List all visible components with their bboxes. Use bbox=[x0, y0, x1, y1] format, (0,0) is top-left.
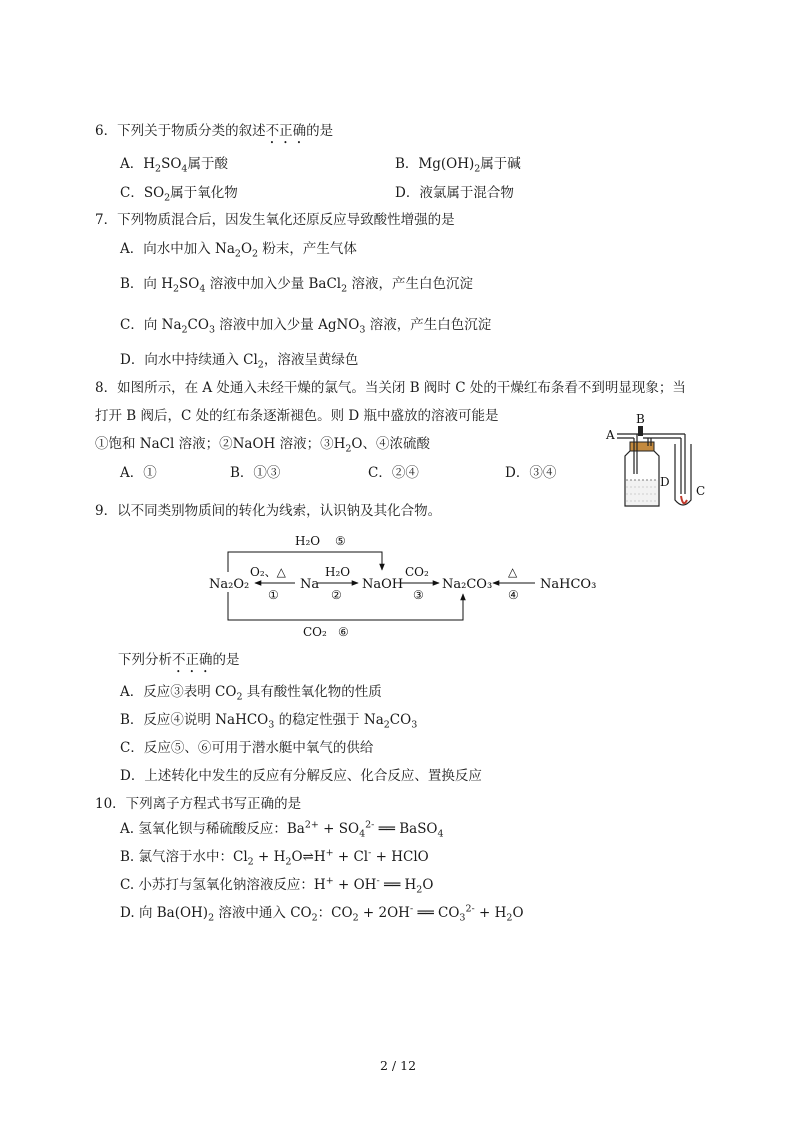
r4-condition: △ bbox=[508, 565, 518, 579]
q8-stem-line3: ①饱和 NaCl 溶液；②NaOH 溶液；$③H_2O$、④浓硫酸 bbox=[95, 436, 430, 455]
q7-option-b: B．向 $H_2SO_4$ 溶液中加入少量 BaCl$_2$ 溶液，产生白色沉淀 bbox=[120, 276, 473, 295]
r5-condition: H₂O bbox=[295, 534, 321, 548]
apparatus-figure bbox=[603, 412, 715, 512]
fig-label-b: B bbox=[636, 412, 645, 426]
q7-option-c: C．向 $Na_2CO_3$ 溶液中加入少量 AgNO$_3$ 溶液，产生白色沉淀 bbox=[120, 317, 492, 336]
q9-option-c: C．反应⑤、⑥可用于潜水艇中氧气的供给 bbox=[120, 740, 374, 756]
r3-condition: CO₂ bbox=[405, 565, 429, 579]
page-number: 2 / 12 bbox=[380, 1058, 417, 1073]
q8-option-b: B．①③ bbox=[230, 465, 281, 481]
q8-option-c: C．②④ bbox=[368, 465, 419, 481]
fig-label-c: C bbox=[696, 484, 706, 498]
r5-number: ⑤ bbox=[335, 534, 346, 548]
r2-condition: H₂O bbox=[325, 565, 351, 579]
r1-condition: O₂、△ bbox=[250, 565, 286, 579]
node-na: Na bbox=[300, 577, 320, 592]
q10-option-c: C. 小苏打与氢氧化钠溶液反应：H+ + OH- ══ $H_2O$ bbox=[120, 875, 434, 896]
q8-option-d: D．③④ bbox=[505, 465, 557, 481]
q10-option-a: A. 氢氧化钡与稀硫酸反应：$Ba^{2+} + SO_4^{2-}$ ══ BaSO$_4$ bbox=[120, 819, 444, 840]
node-na2o2: Na₂O₂ bbox=[209, 577, 250, 592]
r6-number: ⑥ bbox=[338, 625, 349, 639]
r2-number: ② bbox=[331, 588, 342, 602]
q10-stem: 10．下列离子方程式书写正确的是 bbox=[95, 796, 302, 812]
fig-label-a: A bbox=[606, 428, 615, 442]
r6-condition: CO₂ bbox=[303, 625, 327, 639]
q8-option-a: A．① bbox=[120, 465, 157, 481]
q6-option-c: C．$SO_2$属于氧化物 bbox=[120, 185, 238, 204]
q6-option-b: B．$Mg(OH)_2$属于碱 bbox=[395, 156, 521, 175]
q7-stem: 7．下列物质混合后，因发生氧化还原反应导致酸性增强的是 bbox=[95, 212, 455, 228]
q6-option-a: A．$H_2SO_4$属于酸 bbox=[120, 156, 228, 175]
q6-stem: 6．下列关于物质分类的叙述不正确的是 bbox=[95, 123, 334, 139]
r3-number: ③ bbox=[413, 588, 424, 602]
sodium-conversion-diagram bbox=[195, 530, 605, 645]
node-na2co3: Na₂CO₃ bbox=[442, 577, 493, 592]
q7-option-d: D．向水中持续通入 $Cl_2$，溶液呈黄绿色 bbox=[120, 352, 359, 371]
r4-number: ④ bbox=[508, 588, 519, 602]
q9-sub-stem: 下列分析不正确的是 bbox=[118, 652, 240, 668]
q9-stem: 9．以不同类别物质间的转化为线索，认识钠及其化合物。 bbox=[95, 503, 442, 519]
q6-option-d: D．液氯属于混合物 bbox=[395, 185, 514, 201]
q10-option-d: D. 向 $Ba(OH)_2$ 溶液中通入 $CO_2$：$CO_2 + 2OH^-$ ══ $CO_3^{2-} + H_2O$ bbox=[120, 903, 524, 924]
q9-option-d: D．上述转化中发生的反应有分解反应、化合反应、置换反应 bbox=[120, 768, 482, 784]
q7-option-a: A．向水中加入 $Na_2O_2$ 粉末，产生气体 bbox=[120, 241, 357, 260]
q8-stem-line2: 打开 B 阀后，C 处的红布条逐渐褪色。则 D 瓶中盛放的溶液可能是 bbox=[95, 408, 499, 424]
node-naoh: NaOH bbox=[362, 577, 404, 592]
q8-stem-line1: 8．如图所示，在 A 处通入未经干燥的氯气。当关闭 B 阀时 C 处的干燥红布条看不到明显现象；当 bbox=[95, 380, 686, 396]
fig-label-d: D bbox=[660, 475, 670, 489]
q10-option-b: B. 氯气溶于水中：$Cl_2$ + $H_2O\rightleftharpoons H^+ + Cl^-$ + HClO bbox=[120, 847, 429, 868]
q9-option-a: A．反应③表明 $CO_2$ 具有酸性氧化物的性质 bbox=[120, 684, 382, 703]
r1-number: ① bbox=[268, 588, 279, 602]
q9-option-b: B．反应④说明 NaHCO$_3$ 的稳定性强于 $Na_2CO_3$ bbox=[120, 712, 418, 731]
node-nahco3: NaHCO₃ bbox=[540, 577, 597, 592]
